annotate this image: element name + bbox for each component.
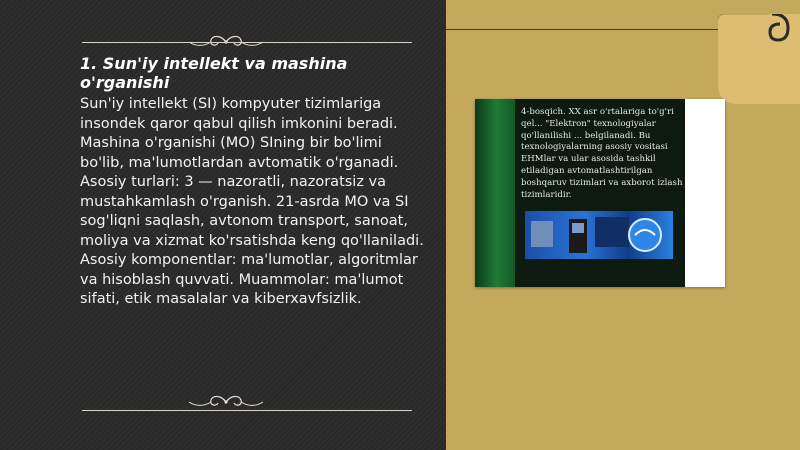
slide-body-text: Sun'iy intellekt (SI) kompyuter tizimlariga insondek qaror qabul qilish imkonini beradi. Mashina o'rganishi (MO) SIning bir bo'limi bo'lib, ma'lumotlardan avtomatik o'rganadi. Asosiy turlari: 3 — nazoratli, nazoratsiz va mustahkamlash o'rganish. 21-asrda MO va SI sog'liqni saqlash, avtonom transport, sanoat, moliya va xizmat ko'rsatishda keng qo'llaniladi. Asosiy komponentlar: ma'lumotlar, algoritmlar va hisoblash quvvati. Muammolar: ma'lumot sifati, etik masalalar va kiberxavfsizlik. <box>80 96 424 307</box>
tech-collage-icon <box>525 211 673 259</box>
top-rule <box>82 42 412 43</box>
picture-tech-band <box>525 211 673 259</box>
content-picture <box>475 99 725 287</box>
picture-white-edge <box>687 99 725 287</box>
ornament-scroll-icon <box>183 393 269 411</box>
slide-title: 1. Sun'iy intellekt va mashina o'rganishi <box>80 54 348 92</box>
picture-caption: 4-bosqich. XX asr o'rtalariga to'g'ri qel... "Elektron" texnologiyalar qo'llanilishi ... belgilanadi. Bu texnologiyalarning asosiy vositasi EHMlar va ular asosida tashkil etiladigan avtomatlashtirilgan boshqaruv tizimlari va axborot izlash tizimlaridir. <box>521 107 683 200</box>
page-curl-tab-icon <box>718 14 800 104</box>
